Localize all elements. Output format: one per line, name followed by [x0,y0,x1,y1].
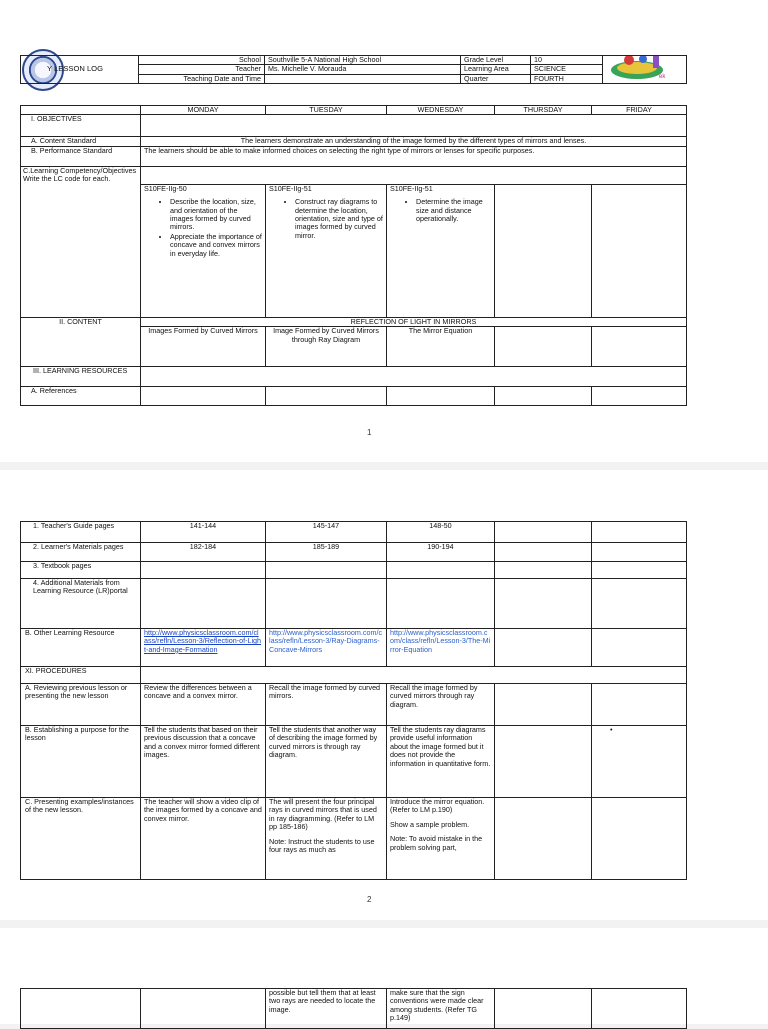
quarter-value: FOURTH [531,74,603,83]
school-value: Southville 5-A National High School [265,56,461,65]
wednesday-objectives [387,184,495,317]
tg-wednesday: 148-50 [387,522,495,543]
purpose-monday: Tell the students that based on their previous discussion that a concave and a convex mirror formed different images. [141,726,266,798]
day-monday: MONDAY [141,106,266,115]
lm-wednesday: 190-194 [387,543,495,562]
date-value [265,74,461,83]
additional-label: 4. Additional Materials from Learning Resource (LR)portal [21,579,141,629]
content-label: II. CONTENT [21,317,141,366]
competency-label: C.Learning Competency/Objectives Write the LC code for each. [21,166,141,317]
continued-wednesday: make sure that the sign conventions were made clear among students. (Refer TG p.149) [387,989,495,1029]
references-label: A. References [21,387,141,406]
day-wednesday: WEDNESDAY [387,106,495,115]
page-2 [0,470,768,920]
objective-item: • Determine the image size and distance operationally. [416,198,491,223]
page-number: 1 [367,428,372,437]
lm-tuesday: 185-189 [266,543,387,562]
grade-label: Grade Level [461,56,531,65]
lm-label: 2. Learner's Materials pages [21,543,141,562]
objectives-table [20,105,687,406]
tg-tuesday: 145-147 [266,522,387,543]
lm-monday: 182-184 [141,543,266,562]
log-title-cell [21,56,139,84]
content-standard: The learners demonstrate an understanding of the image formed by the different types of mirrors and lenses. [141,137,687,146]
resources-table [20,521,687,880]
lc-code: S10FE-IIg-50 [144,184,187,193]
presenting-tuesday: The will present the four principal rays in curved mirrors that is used in ray diagramming. (Refer to LM pp 185-186) Note: Instruct the students to use four rays as much as [266,798,387,880]
area-value: SCIENCE [531,65,603,74]
objective-item: • Appreciate the importance of concave and convex mirrors in everyday life. [170,233,262,258]
tuesday-objectives [266,184,387,317]
presenting-wednesday: Introduce the mirror equation. (Refer to LM p.190) Show a sample problem. Note: To avoid mistake in the problem solving part, [387,798,495,880]
day-tuesday: TUESDAY [266,106,387,115]
header-table [20,55,687,84]
performance-label: B. Performance Standard [21,146,141,166]
teacher-value: Ms. Michelle V. Morauda [265,65,461,74]
objectives-label: I. OBJECTIVES [21,115,141,137]
objective-item: • Describe the location, size, and orientation of the images formed by curved mirrors. [170,198,262,232]
objective-item: • Construct ray diagrams to determine the location, orientation, size and type of images formed by curved mirror. [295,198,383,240]
lc-code: S10FE-IIg-51 [390,184,433,193]
content-standard-label: A. Content Standard [21,137,141,146]
resources-label: III. LEARNING RESOURCES [21,367,141,387]
purpose-label: B. Establishing a purpose for the lesson [21,726,141,798]
area-label: Learning Area [461,65,531,74]
reviewing-tuesday: Recall the image formed by curved mirrors. [266,684,387,726]
quarter-label: Quarter [461,74,531,83]
logo-cell [603,56,687,84]
monday-objectives [141,184,266,317]
reviewing-wednesday: Recall the image formed by curved mirrors through ray diagram. [387,684,495,726]
textbook-label: 3. Textbook pages [21,562,141,579]
resource-link-monday[interactable]: http://www.physicsclassroom.com/class/refln/Lesson-3/Reflection-of-Light-and-Image-Formation [144,628,262,654]
resource-link-tuesday[interactable]: http://www.physicsclassroom.com/class/refln/Lesson-3/Ray-Diagrams-Concave-Mirrors [269,628,383,654]
page-number: 2 [367,895,372,904]
reviewing-label: A. Reviewing previous lesson or presenting the new lesson [21,684,141,726]
day-thursday: THURSDAY [495,106,592,115]
bullet-icon: • [610,725,613,734]
date-label: Teaching Date and Time [139,74,265,83]
day-friday: FRIDAY [592,106,687,115]
teacher-label: Teacher [139,65,265,74]
page-1 [0,0,768,462]
log-title: Y LESSON LOG [47,64,103,74]
procedures-label: XI. PROCEDURES [21,667,141,684]
deped-logo-icon [607,56,677,83]
purpose-tuesday: Tell the students that another way of describing the image formed by curved mirrors is through ray diagram. [266,726,387,798]
content-tuesday: Image Formed by Curved Mirrors through Ray Diagram [266,327,387,367]
resource-link-wednesday[interactable]: http://www.physicsclassroom.com/class/refln/Lesson-3/The-Mirror-Equation [390,628,491,654]
lc-code: S10FE-IIg-51 [269,184,312,193]
svg-text:ek: ek [659,74,666,80]
presenting-monday: The teacher will show a video clip of the images formed by a concave and convex mirror. [141,798,266,880]
continued-table [20,988,687,1029]
grade-value: 10 [531,56,603,65]
purpose-wednesday: Tell the students ray diagrams provide useful information about the image formed but it does not provide the information in quantitative form. [387,726,495,798]
content-monday: Images Formed by Curved Mirrors [141,327,266,367]
other-resource-label: B. Other Learning Resource [21,629,141,667]
tg-monday: 141-144 [141,522,266,543]
page-3 [0,928,768,1024]
presenting-label: C. Presenting examples/instances of the new lesson. [21,798,141,880]
continued-tuesday: possible but tell them that at least two rays are needed to locate the image. [266,989,387,1029]
content-wednesday: The Mirror Equation [387,327,495,367]
reviewing-monday: Review the differences between a concave and a convex mirror. [141,684,266,726]
tg-label: 1. Teacher's Guide pages [21,522,141,543]
purpose-friday [592,726,687,798]
performance-standard: The learners should be able to make informed choices on selecting the right type of mirrors or lenses for specific purposes. [141,146,687,166]
school-label: School [139,56,265,65]
content-title: REFLECTION OF LIGHT IN MIRRORS [141,317,687,326]
